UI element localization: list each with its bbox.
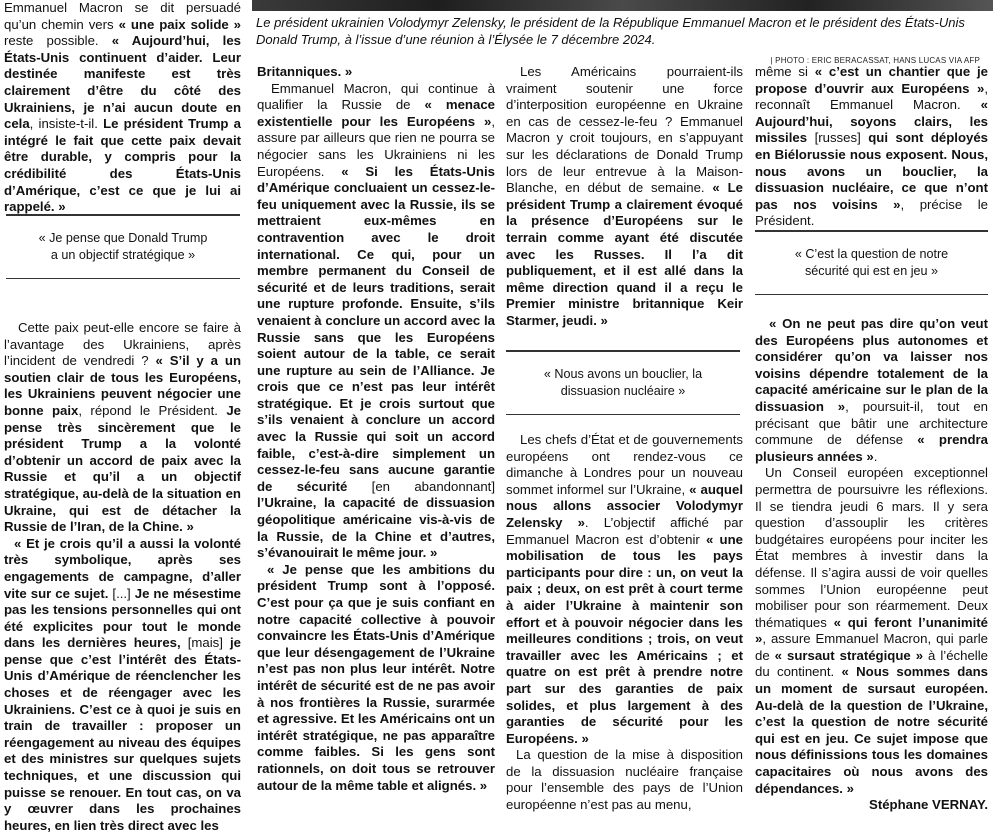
photo-credit: | PHOTO : ERIC BERACASSAT, HANS LUCAS VIA AFP xyxy=(770,56,980,65)
pullquote-rule-top xyxy=(506,350,740,352)
pullquote-1 xyxy=(6,214,240,279)
col1-paragraph-2: Cette paix peut-elle encore se faire à l’avantage des Ukrainiens, après l’incident de vendredi ? « S’il y a un soutien clair de tous les Européens, les Ukrainiens peuvent négocier une bonne paix, répond le Président. Je pense très sincèrement que le président Trump a la volonté d’obtenir un accord de paix avec la Russie et qu’il a un objectif stratégique, au-delà de la situation en Ukraine, qui est de détacher la Russie de l’Iran, de la Chine. » xyxy=(4,320,242,535)
column-4-continued xyxy=(755,316,988,814)
column-1-continued xyxy=(4,320,241,834)
col3-paragraph-3: La question de la mise à disposition de la dissuasion nucléaire française pour l’ensemble des pays de l’Union européenne n’est pas au menu, xyxy=(506,747,743,813)
col4-paragraph-1: même si « c’est un chantier que je propose d’ouvrir aux Européens », reconnaît Emmanuel Macron. « Aujourd’hui, soyons clairs, les missiles [russes] qui sont déployés en Biélorussie nous exposent. Nous, nous avons un bouclier, la dissuasion nucléaire, ce que n’ont pas nos voisins », précise le Président. xyxy=(755,64,989,229)
column-3-continued xyxy=(506,432,743,814)
column-4 xyxy=(755,64,988,230)
col2-paragraph-3: « Je pense que les ambitions du président Trump sont à l’opposé. C’est pour ça que je suis confiant en notre capacité collective à pouvoir convaincre les États-Unis d’Amérique que leur désengagement de l’Ukraine n’est pas non plus leur intérêt. Notre intérêt de sécurité est de ne pas avoir à nos frontières la Russie, surarmée et agressive. Et les Américains ont un intérêt stratégique, ne pas apparaître comme faibles. Si les gens sont rationnels, on doit tous se retrouver autour de la même table et alignés. » xyxy=(257,561,495,793)
column-3 xyxy=(506,64,743,330)
column-2 xyxy=(257,64,495,794)
col2-paragraph-1: Britanniques. » xyxy=(257,64,353,79)
pullquote-rule-bottom xyxy=(755,294,988,295)
col2-paragraph-2: Emmanuel Macron, qui continue à qualifier la Russie de « menace existentielle pour les Européens », assure par ailleurs que rien ne pourra se négocier sans les Ukrainiens ni les Européens. « Si les États-Unis d’Amérique concluaient un cessez-le-feu uniquement avec la Russie, ils se mettraient eux-mêmes en contravention avec le droit international. Ce qui, pour un membre permanent du Conseil de sécurité et de leurs traditions, serait une rupture profonde. Ensuite, s’ils venaient à conclure un accord avec la Russie sans que les Européens soient autour de la table, ce serait une rupture au sein de l’Alliance. Je crois que ce n’est pas leur intérêt stratégique. Et je crois surtout que s’ils venaient à conclure un accord avec la Russie qui soit un accord faible, c’est-à-dire simplement un cessez-le-feu sans aucune garantie de sécurité [en abandonnant] l’Ukraine, la capacité de dissuasion géopolitique américaine vis-à-vis de la Russie, de la Chine et d’autres, s’évanouirait le même jour. » xyxy=(257,80,495,561)
caption-text: Le président ukrainien Volodymyr Zelensky, le président de la République Emmanuel Macron et le président des États-Unis Donald Trump, à l’issue d’une réunion à l’Élysée le 7 décembre 2024. xyxy=(256,15,965,47)
col4-paragraph-2: « On ne peut pas dire qu’on veut des Européens plus autonomes et considérer qu’on va laisser nos voisins dépendre totalement de la capacité américaine sur le plan de la dissuasion », poursuit-il, tout en précisant que bâtir une architecture commune de défense « prendra plusieurs années ». xyxy=(755,316,988,464)
photo-caption xyxy=(256,14,986,65)
photo-edge xyxy=(252,0,993,11)
author-signature: Stéphane VERNAY. xyxy=(869,797,988,813)
col1-paragraph-1: Emmanuel Macron se dit persuadé qu’un chemin vers « une paix solide » reste possible. « Aujourd’hui, les États-Unis continuent d’aider. Leur destinée manifeste est très clairement d’être du côté des Ukrainiens, je n’ai aucun doute en cela, insiste-t-il. Le président Trump a intégré le fait que cette paix devait être durable, y compris pour la crédibilité des États-Unis d’Amérique, c’est ce que je lui ai rappelé. » xyxy=(4,0,241,215)
col3-paragraph-2: Les chefs d’État et de gouvernements européens ont rendez-vous ce dimanche à Londres pour un nouveau sommet informel sur l’Ukraine, « auquel nous allons associer Volodymyr Zelensky ». L’objectif affiché par Emmanuel Macron est d’obtenir « une mobilisation de tous les pays participants pour dire : un, on veut la paix ; deux, on est prêt à court terme à aider l’Ukraine à maintenir son effort et à pouvoir négocier dans les meilleures conditions ; trois, on veut travailler avec les Américains ; et quatre on est prêt à prendre notre part sur des garanties de paix solides, et plus largement à des garanties de sécurité pour les Européens. » xyxy=(506,432,743,746)
pullquote-rule-top xyxy=(6,214,240,216)
pullquote-3 xyxy=(755,230,988,295)
pullquote-rule-bottom xyxy=(506,414,740,415)
pullquote-rule-top xyxy=(755,230,988,232)
pullquote-text: « Je pense que Donald Trump a un objectif stratégique » xyxy=(38,231,208,262)
col4-paragraph-3: Un Conseil européen exceptionnel permettra de poursuivre les réflexions. Il se tiendra jeudi 6 mars. Il y sera question d’assouplir les critères budgétaires européens pour inciter les État membres à investir dans la défense. Il s’agira aussi de voir quelles sommes l’Union européenne peut mobiliser pour son réarmement. Deux thématiques « qui feront l’unanimité », assure Emmanuel Macron, qui parle de « sursaut stratégique » à l’échelle du continent. « Nous sommes dans un moment de sursaut européen. Au-delà de la question de l’Ukraine, c’est la question de notre sécurité qui est en jeu. Ce sujet impose que nous définissions tous les domaines capacitaires où nous avons des dépendances. » xyxy=(755,465,988,796)
pullquote-text: « C’est la question de notre sécurité qui est en jeu » xyxy=(794,247,949,278)
pullquote-text: « Nous avons un bouclier, la dissuasion nucléaire » xyxy=(543,367,703,398)
pullquote-rule-bottom xyxy=(6,278,240,279)
column-1 xyxy=(4,0,241,216)
col1-paragraph-3: « Et je crois qu’il a aussi la volonté très symbolique, après ses engagements de campagne, d’aller vite sur ce sujet. [...] Je ne mésestime pas les tensions personnelles qui ont été explicites pour tout le monde dans les dernières heures, [mais] je pense que c’est l’intérêt des États-Unis d’Amérique de réenclencher les choses et de réengager avec les Ukrainiens. C’est ce à quoi je suis en train de travailler : proposer un réengagement au niveau des équipes et des ministres sur quelques sujets techniques, et une discussion qui puisse se renouer. En tout cas, on va y œuvrer dans les prochaines heures, en lien très direct avec les xyxy=(4,535,242,833)
pullquote-2 xyxy=(506,350,740,415)
col3-paragraph-1: Les Américains pourraient-ils vraiment soutenir une force d’interposition européenne en Ukraine en cas de cessez-le-feu ? Emmanuel Macron y croit toujours, en s’appuyant sur les déclarations de Donald Trump lors de leur entrevue à la Maison-Blanche, en début de semaine. « Le président Trump a clairement évoqué la présence d’Européens sur le terrain comme ayant été discutée avec les Russes. Il l’a dit publiquement, et il est allé dans la même direction quand il a reçu le Premier ministre britannique Keir Starmer, jeudi. » xyxy=(506,64,743,328)
